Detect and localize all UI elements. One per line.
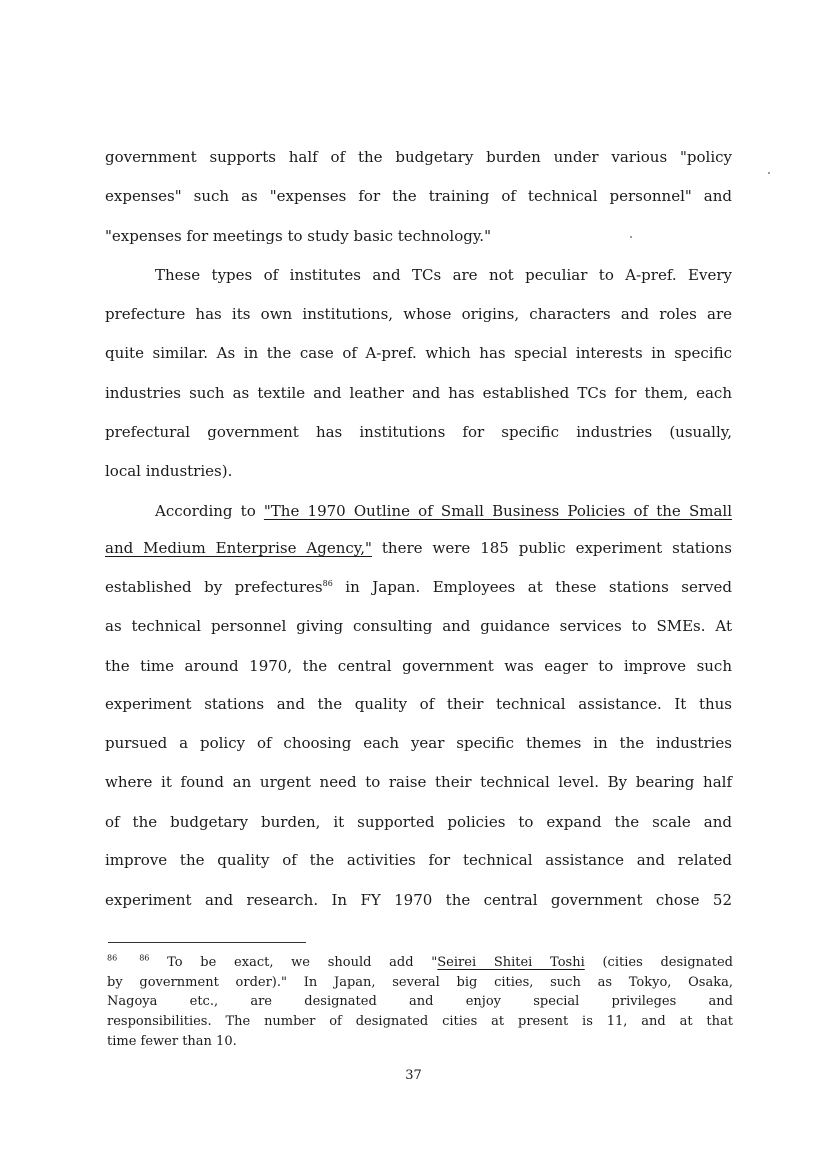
body-text-line: expenses" such as "expenses for the training of technical personnel" and — [105, 187, 732, 205]
footnote-reference: 86 — [322, 579, 333, 588]
body-text: established by prefectures — [105, 578, 323, 596]
body-text-line — [105, 538, 732, 558]
footnote-line: responsibilities. The number of designated cities at present is 11, and at that — [107, 1014, 733, 1029]
footnote-marker: 86 — [107, 953, 118, 963]
body-text-line: of the budgetary burden, it supported policies to expand the scale and — [105, 813, 732, 831]
footnote-text: To be exact, we should add " — [149, 955, 438, 970]
body-text-line: "expenses for meetings to study basic technology." — [105, 227, 491, 245]
body-text-line: as technical personnel giving consulting and guidance services to SMEs. At — [105, 617, 732, 635]
footnote-separator — [108, 942, 306, 943]
body-text-line: local industries). — [105, 462, 233, 480]
cited-title: and Medium Enterprise Agency," — [105, 539, 372, 557]
footnote-line — [107, 955, 733, 971]
page-number: 37 — [405, 1068, 422, 1083]
body-text-line: experiment stations and the quality of their technical assistance. It thus — [105, 695, 732, 713]
body-text: According to — [155, 502, 264, 520]
body-text-line: improve the quality of the activities for technical assistance and related — [105, 851, 732, 869]
body-text-line: prefecture has its own institutions, whose origins, characters and roles are — [105, 305, 732, 323]
body-text-line: pursued a policy of choosing each year specific themes in the industries — [105, 734, 732, 752]
body-text-line — [155, 501, 732, 521]
footnote-line: by government order)." In Japan, several big cities, such as Tokyo, Osaka, — [107, 975, 733, 990]
body-text: there were 185 public experiment stations — [371, 539, 732, 557]
body-text-line — [105, 577, 732, 597]
footnote-marker: 86 — [139, 953, 150, 963]
footnote-line: time fewer than 10. — [107, 1034, 237, 1049]
footnote-text: (cities designated — [584, 955, 733, 970]
body-text-line: the time around 1970, the central government was eager to improve such — [105, 657, 732, 675]
body-text-line: prefectural government has institutions for specific industries (usually, — [105, 423, 732, 441]
body-text-line: quite similar. As in the case of A-pref. which has special interests in specific — [105, 344, 732, 362]
body-text: in Japan. Employees at these stations served — [332, 578, 732, 596]
body-text-line: where it found an urgent need to raise their technical level. By bearing half — [105, 773, 732, 791]
footnote-line: Nagoya etc., are designated and enjoy special privileges and — [107, 994, 733, 1009]
body-text-line: experiment and research. In FY 1970 the central government chose 52 — [105, 891, 732, 909]
footnote-term: Seirei Shitei Toshi — [437, 955, 585, 970]
body-text-line: industries such as textile and leather and has established TCs for them, each — [105, 384, 732, 402]
scan-speck — [768, 172, 770, 174]
cited-title: "The 1970 Outline of Small Business Policies of the Small — [263, 502, 732, 520]
body-text-line: government supports half of the budgetary burden under various "policy — [105, 148, 732, 166]
body-text-line: These types of institutes and TCs are not peculiar to A-pref. Every — [155, 266, 732, 284]
scan-speck — [630, 236, 632, 238]
